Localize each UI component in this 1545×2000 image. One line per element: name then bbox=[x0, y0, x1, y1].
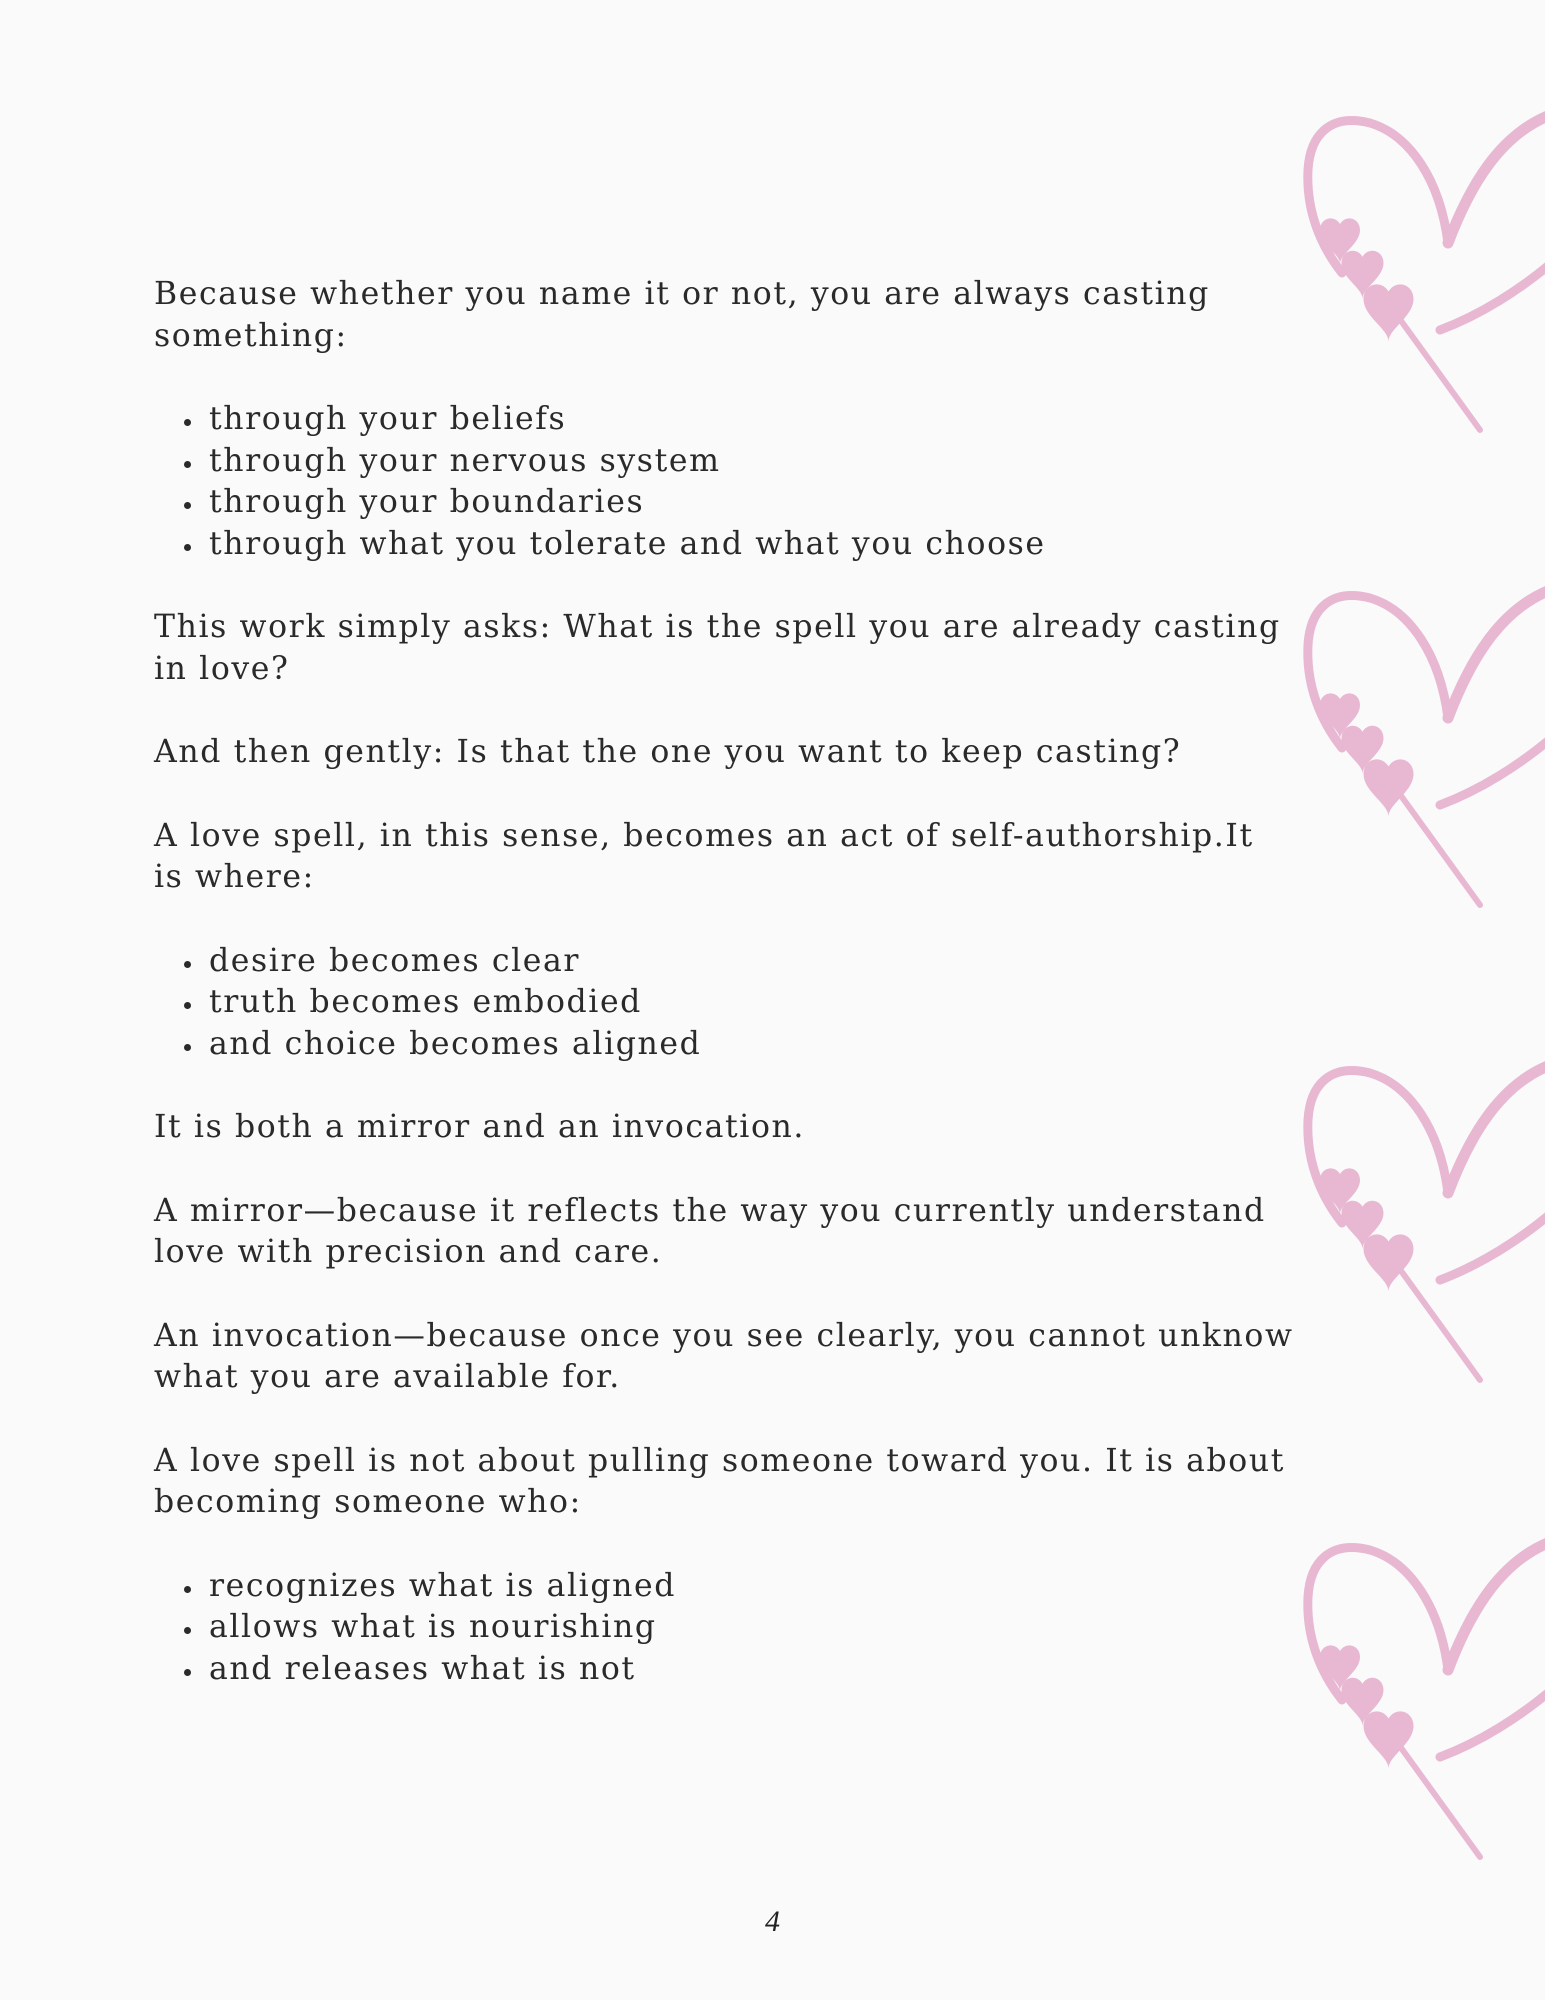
bullet-list bbox=[154, 941, 1294, 1066]
paragraph: A mirror—because it reflects the way you currently understand love with precision and care. bbox=[154, 1192, 1266, 1270]
list-item: • truth becomes embodied bbox=[205, 982, 1294, 1024]
paragraph: Because whether you name it or not, you are always casting something: bbox=[154, 276, 1210, 354]
paragraph: A love spell is not about pulling someone toward you. It is about becoming someone who: bbox=[154, 1442, 1286, 1520]
list-item: • allows what is nourishing bbox=[205, 1607, 1294, 1649]
list-item: • through your beliefs bbox=[205, 399, 1294, 441]
heart-decoration-icon bbox=[1290, 1502, 1545, 1882]
paragraph: An invocation—because once you see clearly, you cannot unknow what you are available for. bbox=[154, 1317, 1294, 1395]
list-item: • through your boundaries bbox=[205, 482, 1294, 524]
bullet-list bbox=[154, 399, 1294, 565]
heart-decoration-icon bbox=[1290, 75, 1545, 455]
heart-decoration-icon bbox=[1290, 1025, 1545, 1405]
list-item: • desire becomes clear bbox=[205, 941, 1294, 983]
paragraph: It is both a mirror and an invocation. bbox=[154, 1109, 806, 1145]
list-item: • and releases what is not bbox=[205, 1649, 1294, 1691]
page-body-text bbox=[154, 274, 1294, 1732]
list-item: • recognizes what is aligned bbox=[205, 1566, 1294, 1608]
heart-decoration-icon bbox=[1290, 550, 1545, 930]
page-number: 4 bbox=[765, 1905, 780, 1938]
paragraph: This work simply asks: What is the spell you are already casting in love? bbox=[154, 609, 1281, 687]
paragraph: A love spell, in this sense, becomes an act of self-authorship.It is where: bbox=[154, 817, 1254, 895]
list-item: • and choice becomes aligned bbox=[205, 1024, 1294, 1066]
paragraph: And then gently: Is that the one you want to keep casting? bbox=[154, 734, 1182, 770]
list-item: • through your nervous system bbox=[205, 441, 1294, 483]
list-item: • through what you tolerate and what you choose bbox=[205, 524, 1294, 566]
bullet-list bbox=[154, 1566, 1294, 1691]
